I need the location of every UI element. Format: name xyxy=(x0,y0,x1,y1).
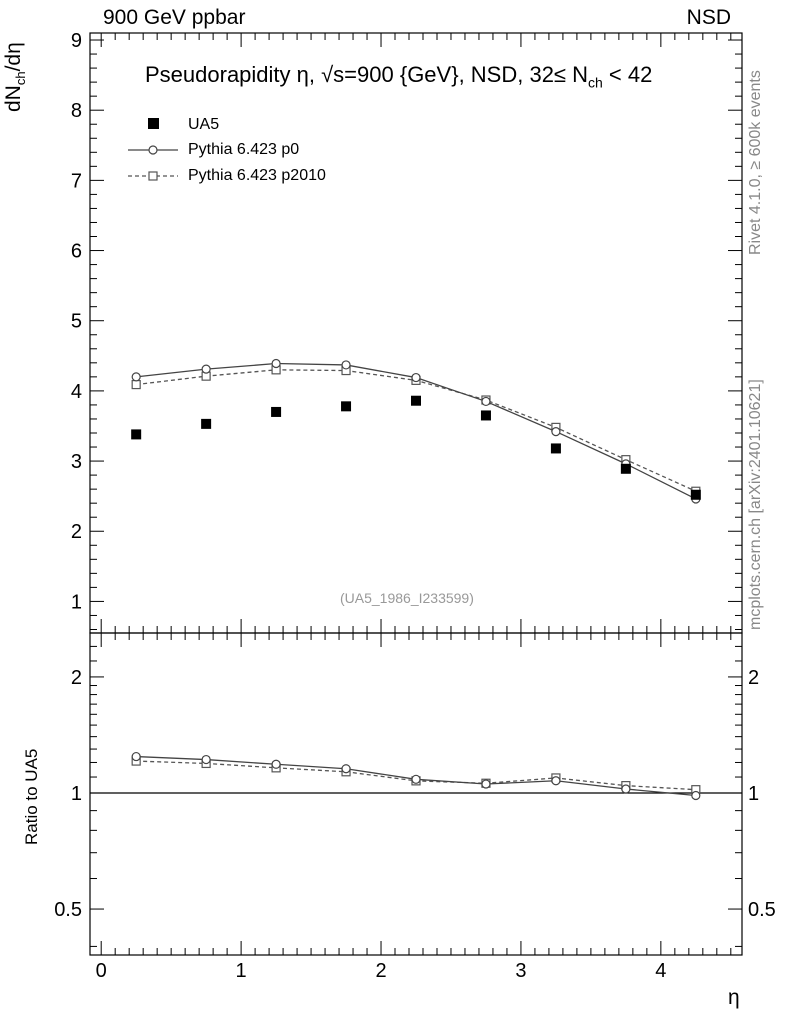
main-y-tick-label: 6 xyxy=(70,240,82,263)
ratio-pythia-p0-marker xyxy=(412,775,420,783)
ratio-pythia-p0-marker xyxy=(202,756,210,764)
main-ua5-marker xyxy=(481,410,491,420)
ratio-pythia-p0-marker xyxy=(482,780,490,788)
main-y-tick-label: 7 xyxy=(70,170,82,193)
plot-title-subscript: ch xyxy=(588,74,603,91)
main-pythia-p0-marker xyxy=(412,374,420,382)
x-tick-label: 2 xyxy=(375,960,387,982)
main-pythia-p2010-marker xyxy=(132,381,140,389)
main-ua5-marker xyxy=(341,401,351,411)
mcplots-reference-label: mcplots.cern.ch [arXiv:2401.10621] xyxy=(747,379,764,630)
legend-label-pythia-p0: Pythia 6.423 p0 xyxy=(188,141,300,158)
ratio-pythia-p0-marker xyxy=(272,760,280,768)
ratio-y-axis-label: Ratio to UA5 xyxy=(22,748,41,845)
header-left-label: 900 GeV ppbar xyxy=(103,6,246,29)
ratio-y-tick-label-left: 0.5 xyxy=(54,899,82,922)
x-tick-label: 4 xyxy=(655,960,667,982)
ratio-pythia-p0-marker xyxy=(132,753,140,761)
ratio-y-tick-label-right: 2 xyxy=(748,666,760,689)
main-y-tick-label: 5 xyxy=(70,310,82,333)
x-tick-label: 1 xyxy=(235,960,247,982)
main-ua5-marker xyxy=(271,407,281,417)
legend-symbol-ua5 xyxy=(148,118,159,129)
main-pythia-p0-marker xyxy=(202,365,210,373)
main-plot-frame xyxy=(90,33,742,633)
main-ua5-marker xyxy=(621,464,631,474)
main-y-axis-label: $dN_{ch}/d\eta$ xyxy=(2,42,29,112)
main-y-tick-label: 4 xyxy=(70,380,82,403)
main-pythia-p0-marker xyxy=(482,397,490,405)
main-ua5-marker xyxy=(131,429,141,439)
header-right-label: NSD xyxy=(686,6,731,29)
main-y-tick-label: 9 xyxy=(70,30,82,53)
main-pythia-p0-marker xyxy=(272,360,280,368)
ratio-pythia-p0-marker xyxy=(342,765,350,773)
ratio-y-tick-label-right: 0.5 xyxy=(748,899,776,922)
main-y-tick-label: 1 xyxy=(70,591,82,614)
ratio-y-tick-label-left: 2 xyxy=(70,666,82,689)
ratio-pythia-p0-marker xyxy=(552,777,560,785)
rivet-version-label: Rivet 4.1.0, ≥ 600k events xyxy=(747,70,764,255)
legend-symbol-pythia-p0-marker xyxy=(149,146,157,154)
plot-title-prefix: Pseudorapidity η, √s=900 {GeV}, NSD, 32≤ N xyxy=(145,62,589,87)
main-ua5-marker xyxy=(551,443,561,453)
ratio-y-tick-label-right: 1 xyxy=(748,782,760,805)
ratio-plot-frame xyxy=(90,633,742,955)
main-ua5-marker xyxy=(691,490,701,500)
ratio-pythia-p0-marker xyxy=(622,785,630,793)
analysis-id-label: (UA5_1986_I233599) xyxy=(340,590,474,606)
x-tick-label: 0 xyxy=(95,960,107,982)
plot-title-suffix: < 42 xyxy=(602,62,653,87)
ratio-y-tick-label-left: 1 xyxy=(70,782,82,805)
x-axis-label: η xyxy=(728,986,740,1009)
main-ua5-marker xyxy=(411,396,421,406)
main-pythia-p0-marker xyxy=(132,373,140,381)
main-y-tick-label: 8 xyxy=(70,100,82,123)
legend-label-ua5: UA5 xyxy=(188,116,220,133)
main-pythia-p0-marker xyxy=(342,361,350,369)
x-tick-label: 3 xyxy=(515,960,527,982)
main-pythia-p2010-line xyxy=(136,370,696,491)
legend-label-pythia-p2010: Pythia 6.423 p2010 xyxy=(188,167,326,184)
main-pythia-p0-marker xyxy=(552,428,560,436)
main-y-tick-label: 3 xyxy=(70,451,82,474)
ratio-pythia-p0-marker xyxy=(692,792,700,800)
main-y-tick-label: 2 xyxy=(70,521,82,544)
main-ua5-marker xyxy=(201,419,211,429)
legend-symbol-pythia-p2010-marker xyxy=(149,172,157,180)
